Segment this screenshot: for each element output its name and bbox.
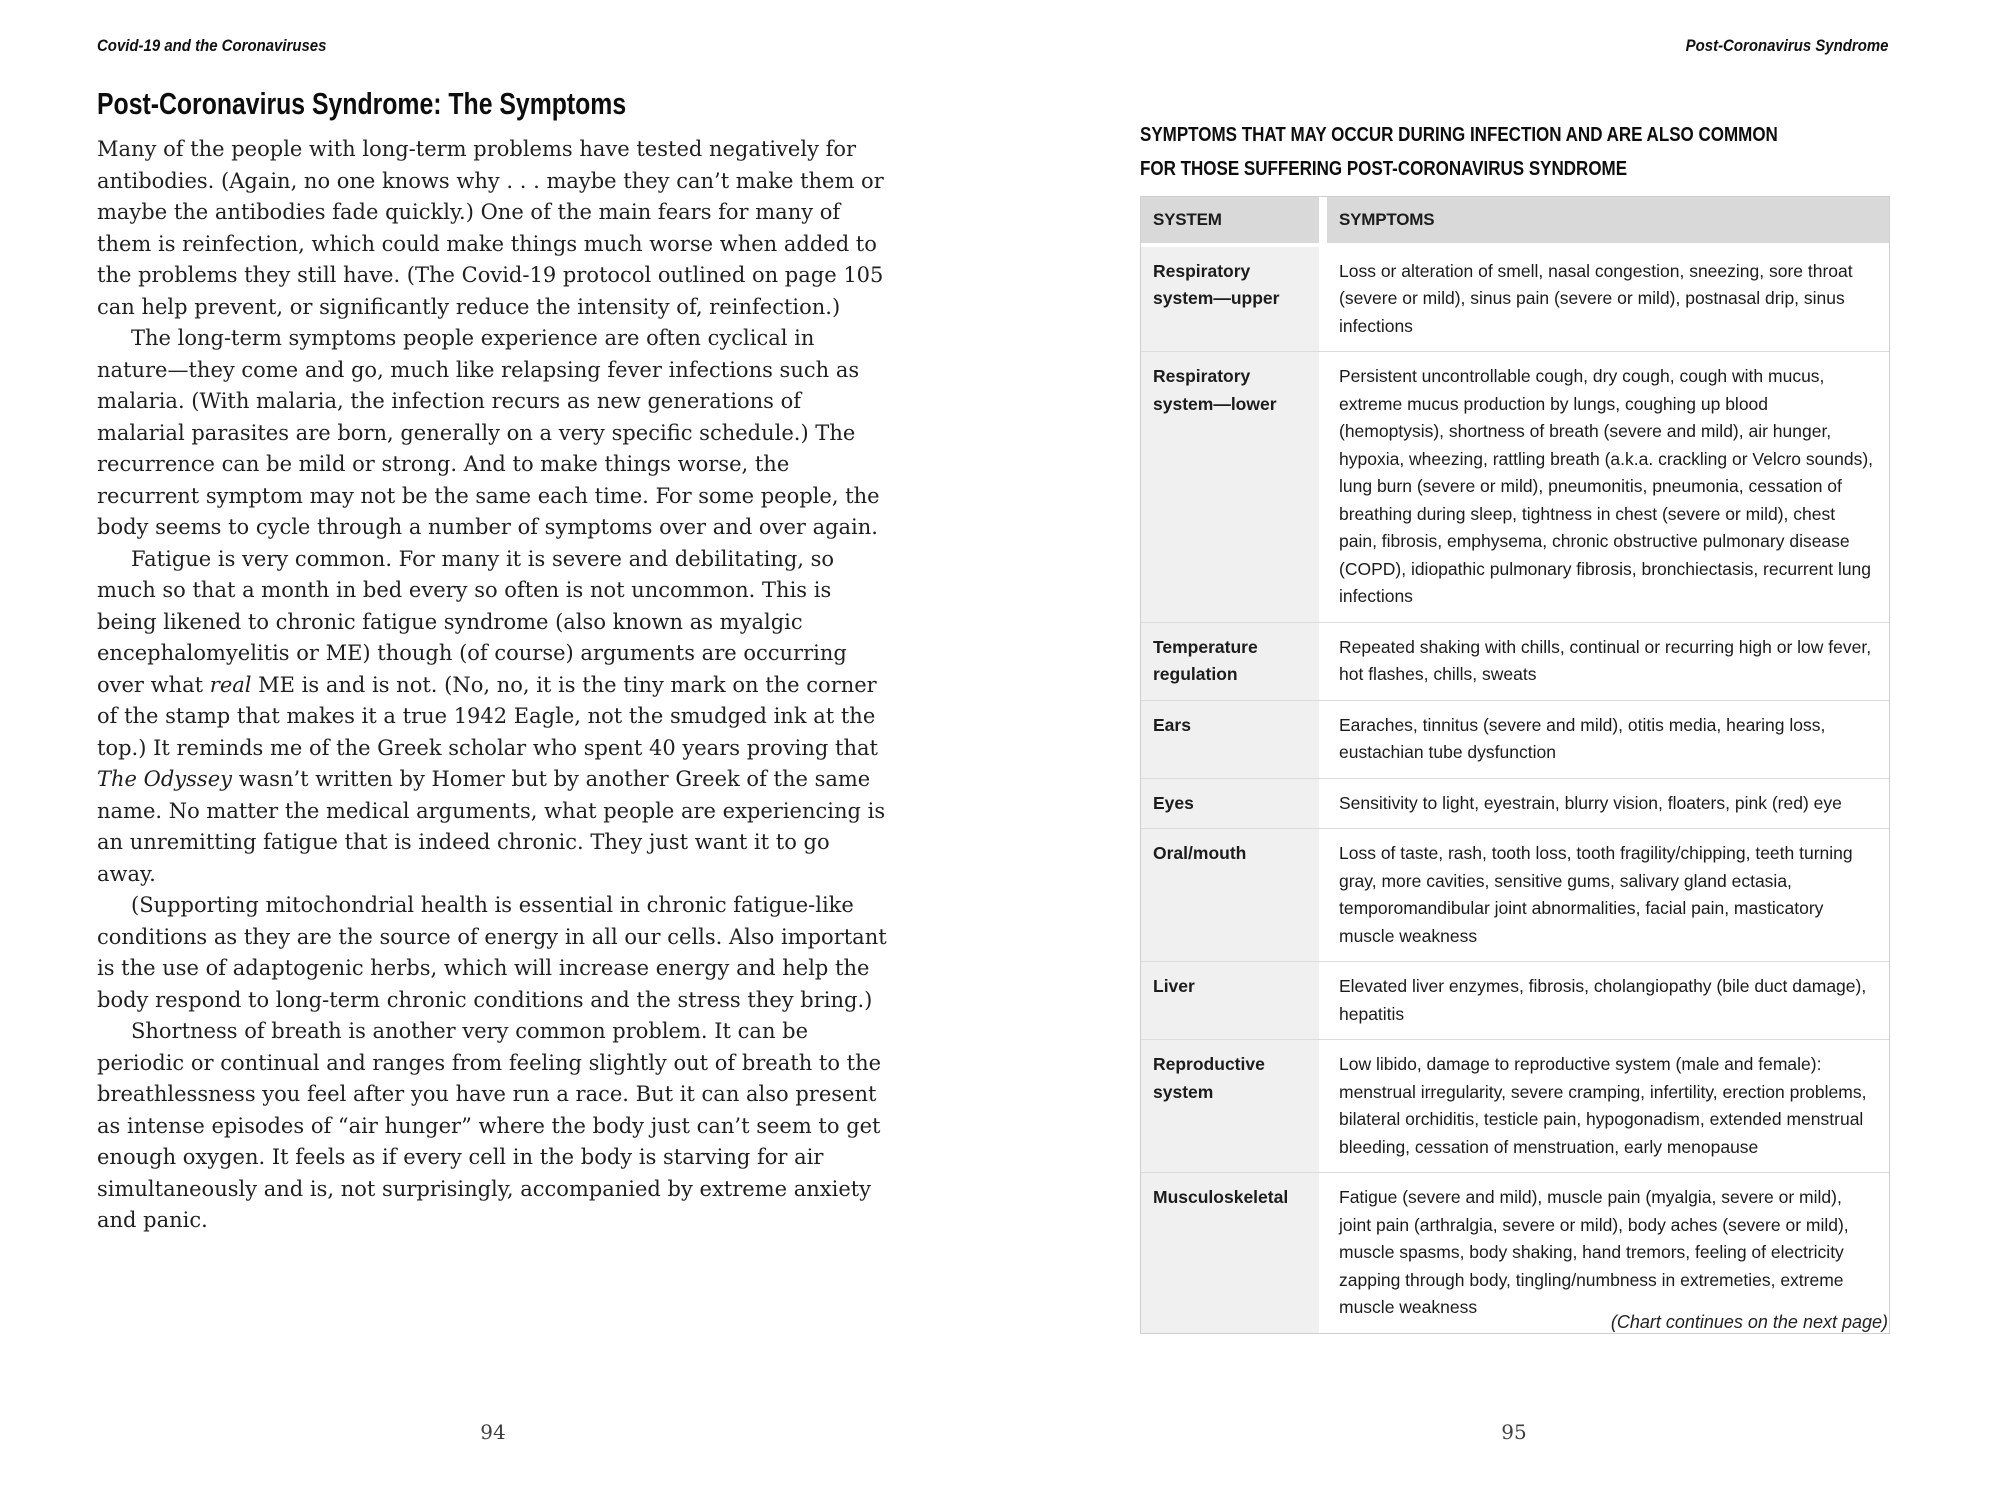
symptoms-cell: Sensitivity to light, eyestrain, blurry vision, floaters, pink (red) eye	[1327, 779, 1889, 829]
symptoms-cell: Elevated liver enzymes, fibrosis, cholangiopathy (bile duct damage), hepatitis	[1327, 962, 1889, 1039]
column-divider	[1319, 962, 1327, 1039]
symptoms-cell: Low libido, damage to reproductive system (male and female): menstrual irregularity, severe cramping, infertility, erection problems, bilateral orchiditis, testicle pain, hypogonadism, extended menstrual bleeding, cessation of menstruation, early menopause	[1327, 1040, 1889, 1172]
table-row	[1141, 622, 1889, 700]
table-row	[1141, 351, 1889, 622]
table-row	[1141, 778, 1889, 829]
column-divider	[1319, 779, 1327, 829]
text-segment: Many of the people with long-term problems have tested negatively for antibodies. (Again, no one knows why . . . maybe they can’t make them or maybe the antibodies fade quickly.) One of the main fears for many of them is reinfection, which could make things much worse when added to the problems they still have. (The Covid-19 protocol outlined on page 105 can help prevent, or significantly reduce the intensity of, reinfection.)	[97, 137, 884, 319]
table-row	[1141, 700, 1889, 778]
text-segment: wasn’t written by Homer but by another Greek of the same name. No matter the medical arguments, what people are experiencing is an unremitting fatigue that is indeed chronic. They just want it to go away.	[97, 767, 886, 886]
column-divider	[1319, 829, 1327, 961]
system-cell: Oral/mouth	[1141, 829, 1319, 961]
table-body	[1141, 243, 1889, 1333]
column-divider	[1319, 623, 1327, 700]
paragraph	[97, 1016, 889, 1237]
paragraph	[97, 890, 889, 1016]
symptoms-cell: Loss of taste, rash, tooth loss, tooth fragility/chipping, teeth turning gray, more cavities, sensitive gums, salivary gland ectasia, temporomandibular joint abnormalities, facial pain, masticatory muscle weakness	[1327, 829, 1889, 961]
right-page-number: 95	[1501, 1420, 1527, 1444]
table-header-row	[1141, 197, 1889, 243]
column-divider	[1319, 1173, 1327, 1333]
system-cell: Ears	[1141, 701, 1319, 778]
paragraph	[97, 323, 889, 544]
italic-text: The Odyssey	[97, 767, 233, 791]
table-title-line2: FOR THOSE SUFFERING POST-CORONAVIRUS SYNDROME	[1140, 158, 1628, 180]
symptoms-cell: Repeated shaking with chills, continual or recurring high or low fever, hot flashes, chills, sweats	[1327, 623, 1889, 700]
table-title-line1: SYMPTOMS THAT MAY OCCUR DURING INFECTION AND ARE ALSO COMMON	[1140, 124, 1778, 146]
symptoms-column-header: SYMPTOMS	[1327, 197, 1889, 243]
page-title: Post-Coronavirus Syndrome: The Symptoms	[97, 86, 627, 121]
text-segment: (Supporting mitochondrial health is essential in chronic fatigue-like conditions as they are the source of energy in all our cells. Also important is the use of adaptogenic herbs, which will increase energy and help the body respond to long-term chronic conditions and the stress they bring.)	[97, 893, 887, 1012]
table-row	[1141, 828, 1889, 961]
italic-text: real	[209, 672, 252, 697]
text-segment: ME is and is not. (No, no, it is the tiny mark on the corner of the stamp that makes it a true 1942 Eagle, not the smudged ink at the top.) It reminds me of the Greek scholar who spent 40 years proving that	[97, 672, 878, 760]
right-running-header: Post-Coronavirus Syndrome	[1685, 36, 1888, 55]
system-cell: Respiratory system—upper	[1141, 247, 1319, 352]
text-segment: Fatigue is very common. For many it is severe and debilitating, so much so that a month in bed every so often is not uncommon. This is being likened to chronic fatigue syndrome (also known as myalgic encephalomyelitis or ME) though (of course) arguments are occurring over what	[97, 546, 847, 697]
system-cell: Eyes	[1141, 779, 1319, 829]
text-segment: Shortness of breath is another very common problem. It can be periodic or continual and ranges from feeling slightly out of breath to the breathlessness you feel after you have run a race. But it can also present as intense episodes of “air hunger” where the body just can’t seem to get enough oxygen. It feels as if every cell in the body is starving for air simultaneously and is, not surprisingly, accompanied by extreme anxiety and panic.	[97, 1019, 882, 1232]
chart-continuation-note: (Chart continues on the next page)	[1610, 1312, 1888, 1332]
column-divider	[1319, 247, 1327, 352]
text-segment: The long-term symptoms people experience are often cyclical in nature—they come and go, much like relapsing fever infections such as malaria. (With malaria, the infection recurs as new generations of malarial parasites are born, generally on a very specific schedule.) The recurrence can be mild or strong. And to make things worse, the recurrent symptom may not be the same each time. For some people, the body seems to cycle through a number of symptoms over and over again.	[97, 326, 880, 539]
table-row	[1141, 961, 1889, 1039]
column-divider	[1319, 1040, 1327, 1172]
column-divider	[1319, 701, 1327, 778]
body-text	[97, 134, 889, 1237]
table-title	[1140, 118, 1890, 186]
symptoms-cell: Fatigue (severe and mild), muscle pain (myalgia, severe or mild), joint pain (arthralgia, severe or mild), body aches (severe or mild), muscle spasms, body shaking, hand tremors, feeling of electricity zapping through body, tingling/numbness in extremeties, extreme muscle weakness	[1327, 1173, 1889, 1333]
symptoms-cell: Persistent uncontrollable cough, dry cough, cough with mucus, extreme mucus production by lungs, coughing up blood (hemoptysis), shortness of breath (severe and mild), air hunger, hypoxia, wheezing, rattling breath (a.k.a. crackling or Velcro sounds), lung burn (severe or mild), pneumonitis, pneumonia, cessation of breathing during sleep, tightness in chest (severe or mild), chest pain, fibrosis, emphysema, chronic obstructive pulmonary disease (COPD), idiopathic pulmonary fibrosis, bronchiectasis, recurrent lung infections	[1327, 352, 1889, 622]
system-column-header: SYSTEM	[1141, 197, 1319, 243]
column-divider	[1319, 197, 1327, 243]
column-divider	[1319, 352, 1327, 622]
paragraph	[97, 134, 889, 323]
system-cell: Temperature regulation	[1141, 623, 1319, 700]
system-cell: Liver	[1141, 962, 1319, 1039]
symptoms-cell: Earaches, tinnitus (severe and mild), otitis media, hearing loss, eustachian tube dysfunction	[1327, 701, 1889, 778]
symptoms-cell: Loss or alteration of smell, nasal congestion, sneezing, sore throat (severe or mild), sinus pain (severe or mild), postnasal drip, sinus infections	[1327, 247, 1889, 352]
table-row	[1141, 1172, 1889, 1333]
paragraph	[97, 544, 889, 891]
system-cell: Musculoskeletal	[1141, 1173, 1319, 1333]
left-running-header: Covid-19 and the Coronaviruses	[97, 36, 327, 55]
system-cell: Reproductive system	[1141, 1040, 1319, 1172]
table-row	[1141, 1039, 1889, 1172]
table-row	[1141, 243, 1889, 352]
left-page-number: 94	[480, 1420, 506, 1444]
system-cell: Respiratory system—lower	[1141, 352, 1319, 622]
symptoms-table	[1140, 196, 1890, 1334]
